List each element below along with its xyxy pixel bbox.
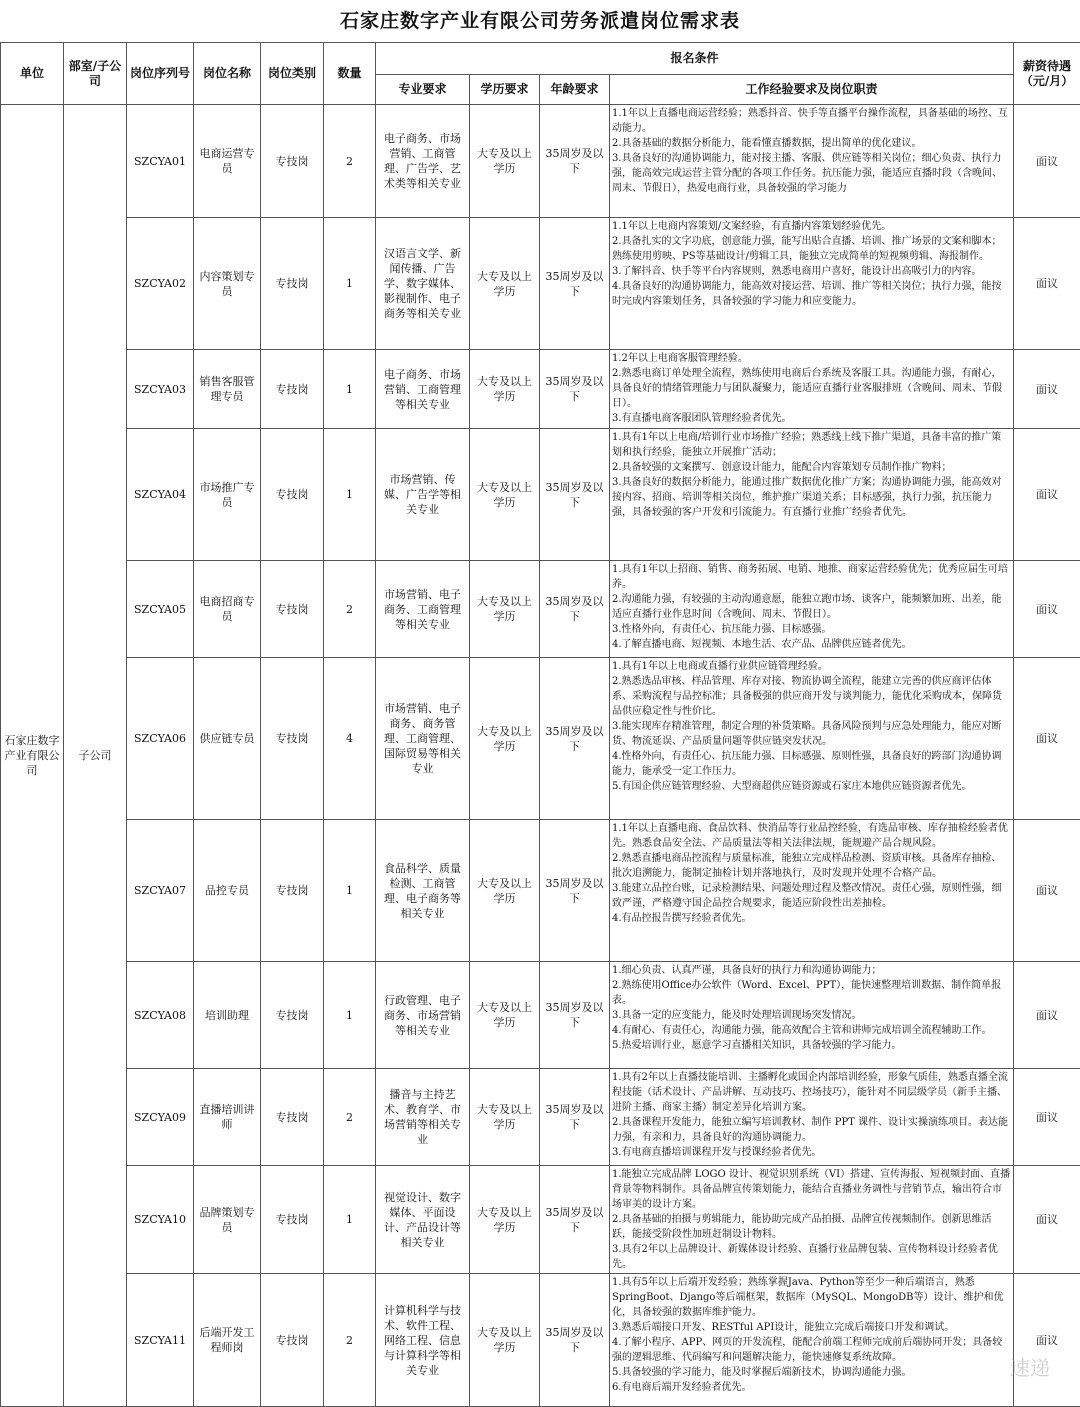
- salary-cell: 面议: [1014, 1274, 1080, 1407]
- edu-cell: 大专及以上学历: [470, 218, 540, 350]
- major-cell: 汉语言文学、新闻传播、广告学、数字媒体、影视制作、电子商务等相关专业: [376, 218, 470, 350]
- type-cell: 专技岗: [261, 1274, 324, 1407]
- duty-cell: 1.具有1年以上电商/培训行业市场推广经验；熟悉线上线下推广渠道，具备丰富的推广策划和执行经验，能独立开展推广活动； 2.具备较强的文案撰写、创意设计能力，能配合内容策划专员制作推广物料； 3.具备良好的数据分析能力，能通过推广数据优化推广方案；沟通协调能力强，能高效对接内容、招商、培训等相关岗位，维护推广渠道关系；目标感强，执行力强，抗压能力强，具备较强的客户开发和引流能力。有直播行业推广经验者优先。: [610, 429, 1014, 561]
- type-cell: 专技岗: [261, 820, 324, 962]
- type-cell: 专技岗: [261, 1069, 324, 1166]
- duty-cell: 1.具有1年以上招商、销售、商务拓展、电销、地推、商家运营经验优先；优秀应届生可培养。 2.沟通能力强，有较强的主动沟通意愿，能独立跑市场、谈客户，能频繁加班、出差，能适应直播行业作息时间（含晚间、周末、节假日）。 3.性格外向，有责任心、抗压能力强、目标感强。 4.了解直播电商、短视频、本地生活、农产品、品牌供应链者优先。: [610, 561, 1014, 658]
- header-age: 年龄要求: [540, 75, 610, 105]
- duty-cell: 1.细心负责、认真严谨，具备良好的执行力和沟通协调能力； 2.熟练使用Office办公软件（Word、Excel、PPT），能快速整理培训数据、制作简单报表。 3.具备一定的应变能力，能及时处理培训现场突发情况。 4.有耐心、有责任心，沟通能力强，能高效配合主管和讲师完成培训全流程辅助工作。 5.热爱培训行业，愿意学习直播相关知识，具备较强的学习能力。: [610, 962, 1014, 1069]
- major-cell: 视觉设计、数字媒体、平面设计、产品设计等相关专业: [376, 1166, 470, 1274]
- age-cell: 35周岁及以下: [540, 820, 610, 962]
- name-cell: 直播培训讲师: [194, 1069, 261, 1166]
- age-cell: 35周岁及以下: [540, 658, 610, 820]
- table-body: [1, 105, 1080, 1407]
- salary-cell: 面议: [1014, 429, 1080, 561]
- edu-cell: 大专及以上学历: [470, 1274, 540, 1407]
- major-cell: 电子商务、市场营销、工商管理、广告学、艺术类等相关专业: [376, 105, 470, 218]
- duty-cell: 1.1年以上电商内容策划/文案经验，有直播内容策划经验优先。 2.具备扎实的文字功底，创意能力强，能写出贴合直播、培训、推广场景的文案和脚本；熟练使用剪映、PS等基础设计/剪辑工具，能独立完成简单的短视频剪辑、海报制作。 3.了解抖音、快手等平台内容规则，熟悉电商用户喜好，能设计出高吸引力的内容。 4.具备良好的沟通协调能力，能高效对接运营、培训、推广等相关岗位；执行力强，能按时完成内容策划任务，具备较强的学习能力和应变能力。: [610, 218, 1014, 350]
- count-cell: 2: [324, 1069, 376, 1166]
- code-cell: SZCYA03: [127, 350, 194, 429]
- dept-cell: 子公司: [64, 105, 127, 1407]
- table-row: [1, 218, 1080, 350]
- table-row: [1, 820, 1080, 962]
- salary-cell: 面议: [1014, 350, 1080, 429]
- table-row: [1, 658, 1080, 820]
- duty-cell: 1.1年以上直播电商运营经验；熟悉抖音、快手等直播平台操作流程，具备基础的场控、互动能力。 2.具备基础的数据分析能力，能看懂直播数据，提出简单的优化建议。 3.具备良好的沟通协调能力，能对接主播、客服、供应链等相关岗位；细心负责、执行力强，能高效完成运营主管分配的各项工作任务。抗压能力强，能适应直播时段（含晚间、周末、节假日），热爱电商行业，具备较强的学习能力: [610, 105, 1014, 218]
- salary-cell: 面议: [1014, 105, 1080, 218]
- code-cell: SZCYA09: [127, 1069, 194, 1166]
- header-unit: 单位: [1, 43, 64, 105]
- table-row: [1, 1166, 1080, 1274]
- duty-cell: 1.具有5年以上后端开发经验；熟练掌握Java、Python等至少一种后端语言，熟悉SpringBoot、Django等后端框架，数据库（MySQL、MongoDB等）设计、维护和优化，具备较强的数据库维护能力。 3.熟悉后端接口开发、RESTful API设计，能独立完成后端接口开发和调试。 4.了解小程序、APP、网页的开发流程，能配合前端工程师完成前后端协同开发；具备较强的逻辑思维、代码编写和问题解决能力，能快速修复系统故障。 5.具备较强的学习能力，能及时掌握后端新技术，协调沟通能力强。 6.有电商后端开发经验者优先。: [610, 1274, 1014, 1407]
- type-cell: 专技岗: [261, 561, 324, 658]
- salary-cell: 面议: [1014, 1069, 1080, 1166]
- count-cell: 1: [324, 820, 376, 962]
- count-cell: 2: [324, 1274, 376, 1407]
- edu-cell: 大专及以上学历: [470, 1069, 540, 1166]
- type-cell: 专技岗: [261, 429, 324, 561]
- edu-cell: 大专及以上学历: [470, 1166, 540, 1274]
- header-major: 专业要求: [376, 75, 470, 105]
- type-cell: 专技岗: [261, 1166, 324, 1274]
- count-cell: 1: [324, 962, 376, 1069]
- major-cell: 电子商务、市场营销、工商管理等相关专业: [376, 350, 470, 429]
- header-name: 岗位名称: [194, 43, 261, 105]
- unit-cell: 石家庄数字产业有限公司: [1, 105, 64, 1407]
- major-cell: 播音与主持艺术、教育学、市场营销等相关专业: [376, 1069, 470, 1166]
- type-cell: 专技岗: [261, 218, 324, 350]
- table-row: [1, 105, 1080, 218]
- name-cell: 培训助理: [194, 962, 261, 1069]
- type-cell: 专技岗: [261, 105, 324, 218]
- name-cell: 品牌策划专员: [194, 1166, 261, 1274]
- type-cell: 专技岗: [261, 350, 324, 429]
- duty-cell: 1.具有1年以上电商或直播行业供应链管理经验。 2.熟悉选品审核、样品管理、库存对接、物流协调全流程，能建立完善的供应商评估体系、采购流程与品控标准；具备极强的供应商开发与谈判能力，能优化采购成本，保障货品供应稳定性与性价比。 3.能实现库存精准管理，制定合理的补货策略。具备风险预判与应急处理能力，能应对断货、物流延误、产品质量问题等供应链突发状况。 4.性格外向，有责任心、抗压能力强、目标感强、原则性强，具备良好的跨部门沟通协调能力，能承受一定工作压力。 5.有国企供应链管理经验、大型商超供应链资源或石家庄本地供应链资源者优先。: [610, 658, 1014, 820]
- name-cell: 后端开发工程师岗: [194, 1274, 261, 1407]
- age-cell: 35周岁及以下: [540, 1166, 610, 1274]
- header-conditions: 报名条件: [376, 43, 1014, 75]
- duty-cell: 1.1年以上直播电商、食品饮料、快消品等行业品控经验，有选品审核、库存抽检经验者优先。熟悉食品安全法、产品质量法等相关法律法规，能规避产品合规风险。 2.熟悉直播电商品控流程与质量标准，能独立完成样品检测、资质审核。具备库存抽检、批次追溯能力，能制定抽检计划并落地执行，及时发现并处理不合格产品。 3.能建立品控台账，记录检测结果、问题处理过程及整改情况。责任心强，原则性强，细致严谨，严格遵守国企品控合规要求，能适应阶段性出差抽检。 4.有品控报告撰写经验者优先。: [610, 820, 1014, 962]
- header-duty: 工作经验要求及岗位职责: [610, 75, 1014, 105]
- edu-cell: 大专及以上学历: [470, 561, 540, 658]
- code-cell: SZCYA11: [127, 1274, 194, 1407]
- salary-cell: 面议: [1014, 1166, 1080, 1274]
- age-cell: 35周岁及以下: [540, 561, 610, 658]
- table-row: [1, 1069, 1080, 1166]
- code-cell: SZCYA10: [127, 1166, 194, 1274]
- edu-cell: 大专及以上学历: [470, 350, 540, 429]
- name-cell: 销售客服管理专员: [194, 350, 261, 429]
- name-cell: 市场推广专员: [194, 429, 261, 561]
- edu-cell: 大专及以上学历: [470, 820, 540, 962]
- code-cell: SZCYA07: [127, 820, 194, 962]
- job-table: [0, 42, 1080, 1407]
- header-dept: 部室/子公司: [64, 43, 127, 105]
- table-row: [1, 1274, 1080, 1407]
- count-cell: 4: [324, 658, 376, 820]
- major-cell: 行政管理、电子商务、市场营销等相关专业: [376, 962, 470, 1069]
- edu-cell: 大专及以上学历: [470, 962, 540, 1069]
- age-cell: 35周岁及以下: [540, 1069, 610, 1166]
- name-cell: 电商运营专员: [194, 105, 261, 218]
- age-cell: 35周岁及以下: [540, 429, 610, 561]
- age-cell: 35周岁及以下: [540, 105, 610, 218]
- code-cell: SZCYA06: [127, 658, 194, 820]
- name-cell: 供应链专员: [194, 658, 261, 820]
- age-cell: 35周岁及以下: [540, 1274, 610, 1407]
- salary-cell: 面议: [1014, 820, 1080, 962]
- type-cell: 专技岗: [261, 962, 324, 1069]
- code-cell: SZCYA02: [127, 218, 194, 350]
- count-cell: 1: [324, 218, 376, 350]
- duty-cell: 1.具有2年以上直播技能培训、主播孵化或国企内部培训经验，形象气质佳，熟悉直播全流程技能（话术设计、产品讲解、互动技巧、控场技巧），能针对不同层级学员（新手主播、进阶主播、商家主播）制定差异化培训方案。 2.具备课程开发能力，能独立编写培训教材、制作 PPT 课件、设计实操演练项目。表达能力强，有亲和力，具备良好的沟通协调能力。 3.有电商直播培训课程开发与授课经验者优先。: [610, 1069, 1014, 1166]
- table-row: [1, 962, 1080, 1069]
- table-row: [1, 350, 1080, 429]
- edu-cell: 大专及以上学历: [470, 105, 540, 218]
- table-row: [1, 561, 1080, 658]
- table-row: [1, 429, 1080, 561]
- salary-cell: 面议: [1014, 962, 1080, 1069]
- code-cell: SZCYA05: [127, 561, 194, 658]
- count-cell: 1: [324, 350, 376, 429]
- major-cell: 食品科学、质量检测、工商管理、电子商务等相关专业: [376, 820, 470, 962]
- duty-cell: 1.能独立完成品牌 LOGO 设计、视觉识别系统（VI）搭建、宣传海报、短视频封面、直播背景等物料制作。具备品牌宣传策划能力，能结合直播业务调性与营销节点，输出符合市场审美的设计方案。 2.具备基础的拍摄与剪辑能力，能协助完成产品拍摄、品牌宣传视频制作。创新思维活跃，能接受阶段性加班赶制设计物料。 3.具有2年以上品牌设计、新媒体设计经验、直播行业品牌包装、宣传物料设计经验者优先。: [610, 1166, 1014, 1274]
- age-cell: 35周岁及以下: [540, 218, 610, 350]
- type-cell: 专技岗: [261, 658, 324, 820]
- salary-cell: 面议: [1014, 658, 1080, 820]
- count-cell: 2: [324, 105, 376, 218]
- salary-cell: 面议: [1014, 561, 1080, 658]
- major-cell: 市场营销、电子商务、工商管理等相关专业: [376, 561, 470, 658]
- watermark: 速递: [1010, 1352, 1050, 1381]
- header-edu: 学历要求: [470, 75, 540, 105]
- count-cell: 1: [324, 1166, 376, 1274]
- header-type: 岗位类别: [261, 43, 324, 105]
- header-code: 岗位序列号: [127, 43, 194, 105]
- duty-cell: 1.2年以上电商客服管理经验。 2.熟悉电商订单处理全流程，熟练使用电商后台系统及客服工具。沟通能力强，有耐心，具备良好的情绪管理能力与团队凝聚力，能适应直播行业客服排班（含晚间、周末、节假日）。 3.有直播电商客服团队管理经验者优先。: [610, 350, 1014, 429]
- name-cell: 内容策划专员: [194, 218, 261, 350]
- edu-cell: 大专及以上学历: [470, 429, 540, 561]
- code-cell: SZCYA04: [127, 429, 194, 561]
- name-cell: 电商招商专员: [194, 561, 261, 658]
- major-cell: 计算机科学与技术、软件工程、网络工程、信息与计算科学等相关专业: [376, 1274, 470, 1407]
- code-cell: SZCYA01: [127, 105, 194, 218]
- major-cell: 市场营销、电子商务、商务管理、工商管理、国际贸易等相关专业: [376, 658, 470, 820]
- code-cell: SZCYA08: [127, 962, 194, 1069]
- name-cell: 品控专员: [194, 820, 261, 962]
- page-title: 石家庄数字产业有限公司劳务派遣岗位需求表: [0, 0, 1080, 43]
- count-cell: 1: [324, 429, 376, 561]
- age-cell: 35周岁及以下: [540, 350, 610, 429]
- edu-cell: 大专及以上学历: [470, 658, 540, 820]
- major-cell: 市场营销、传媒、广告学等相关专业: [376, 429, 470, 561]
- count-cell: 2: [324, 561, 376, 658]
- salary-cell: 面议: [1014, 218, 1080, 350]
- header-count: 数量: [324, 43, 376, 105]
- age-cell: 35周岁及以下: [540, 962, 610, 1069]
- header-salary: 薪资待遇（元/月）: [1014, 43, 1080, 105]
